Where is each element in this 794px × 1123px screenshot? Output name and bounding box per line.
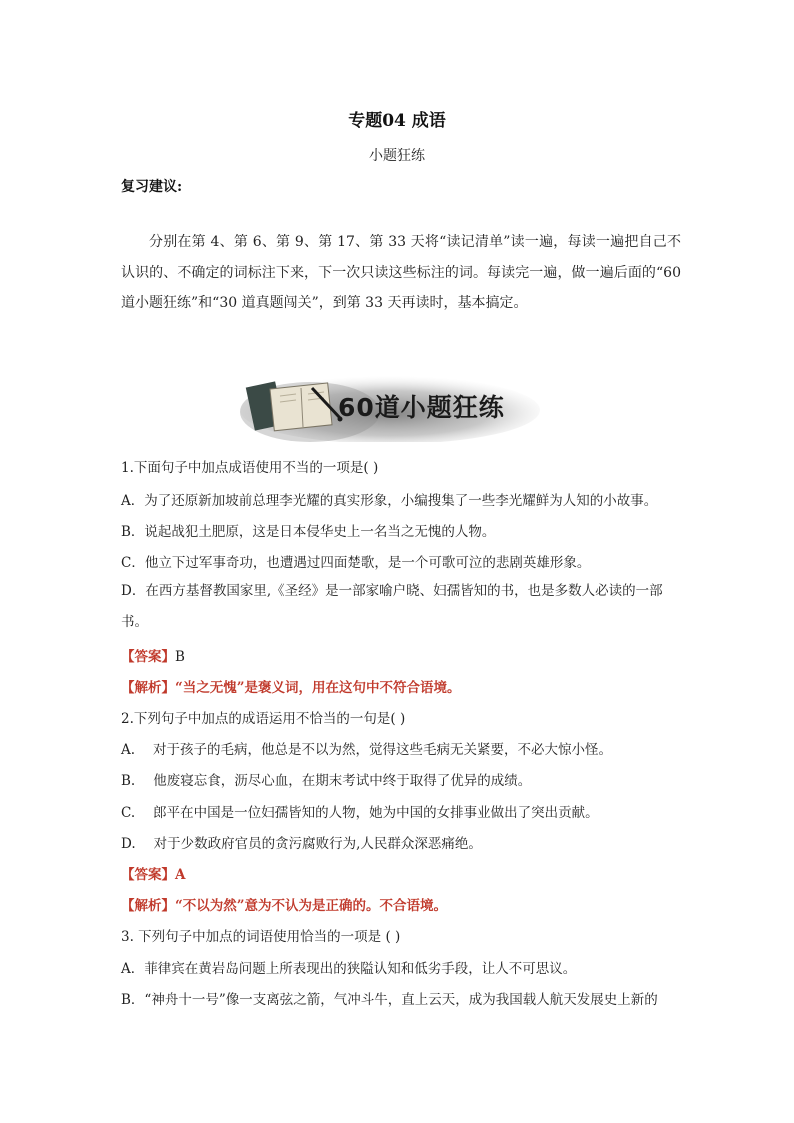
advice-body: 分别在第 4、第 6、第 9、第 17、第 33 天将“读记清单”读一遍，每读一遍把自己不认识的、不确定的词标注下来，下一次只读这些标注的词。每读完一遍，做一遍后面的“60 道小题狂练”和“30 道真题闯关”，到第 33 天再读时，基本搞定。 [121,234,681,311]
question-2-option-d [121,832,681,852]
question-3-option-a: A．菲律宾在黄岩岛问题上所表现出的狭隘认知和低劣手段，让人不可思议。 [121,961,577,977]
question-1-option-a: A．为了还原新加坡前总理李光耀的真实形象，小编搜集了一些李光耀鲜为人知的小故事。 [121,493,658,509]
question-1-stem: 1.下面句子中加点成语使用不当的一项是( ) [121,460,379,476]
answer-label: 【答案】 [121,867,175,883]
banner-title: 60道小题狂练 [338,393,505,422]
question-3-stem: 3. 下列句子中加点的词语使用恰当的一项是 ( ) [121,929,401,945]
option-text: 郎平在中国是一位妇孺皆知的人物，她为中国的女排事业做出了突出贡献。 [153,805,599,821]
explanation-label: 【解析】 [121,680,175,696]
question-2-answer [121,863,681,883]
explanation-text: “当之无愧”是褒义词，用在这句中不符合语境。 [175,680,461,696]
option-text: 对于孩子的毛病，他总是不以为然，觉得这些毛病无关紧要，不必大惊小怪。 [153,742,613,758]
answer-value: A [175,867,186,883]
answer-value: B [175,649,185,665]
question-1-explanation [121,676,681,696]
advice-heading: 复习建议: [121,179,183,195]
question-2-stem: 2.下列句子中加点的成语运用不恰当的一句是( ) [121,711,406,727]
question-1-option-d: D．在西方基督教国家里,《圣经》是一部家喻户晓、妇孺皆知的书，也是多数人必读的一部书。 [121,583,663,630]
question-1-option-c: C．他立下过军事奇功，也遭遇过四面楚歌，是一个可歌可泣的悲剧英雄形象。 [121,555,591,571]
question-3-option-b: B．“神舟十一号”像一支离弦之箭，气冲斗牛，直上云天，成为我国载人航天发展史上新的 [121,992,658,1008]
question-1-answer [121,645,681,665]
option-text: 对于少数政府官员的贪污腐败行为,人民群众深恶痛绝。 [153,836,482,852]
question-2-option-a [121,738,681,758]
page-subtitle: 小题狂练 [369,148,425,164]
option-letter: D. [121,836,136,852]
question-2-explanation [121,894,681,914]
page-title: 专题04 成语 [348,111,446,131]
explanation-text: “不以为然”意为不认为是正确的。不合语境。 [175,898,448,914]
option-letter: B. [121,773,136,789]
option-letter: C. [121,805,136,821]
answer-label: 【答案】 [121,649,175,665]
option-text: 他废寝忘食，沥尽心血，在期末考试中终于取得了优异的成绩。 [153,773,532,789]
question-2-option-c [121,801,681,821]
question-2-option-b [121,769,681,789]
question-1-option-b: B．说起战犯土肥原，这是日本侵华史上一名当之无愧的人物。 [121,524,496,540]
explanation-label: 【解析】 [121,898,175,914]
book-icon [246,381,343,430]
option-letter: A. [121,742,136,758]
